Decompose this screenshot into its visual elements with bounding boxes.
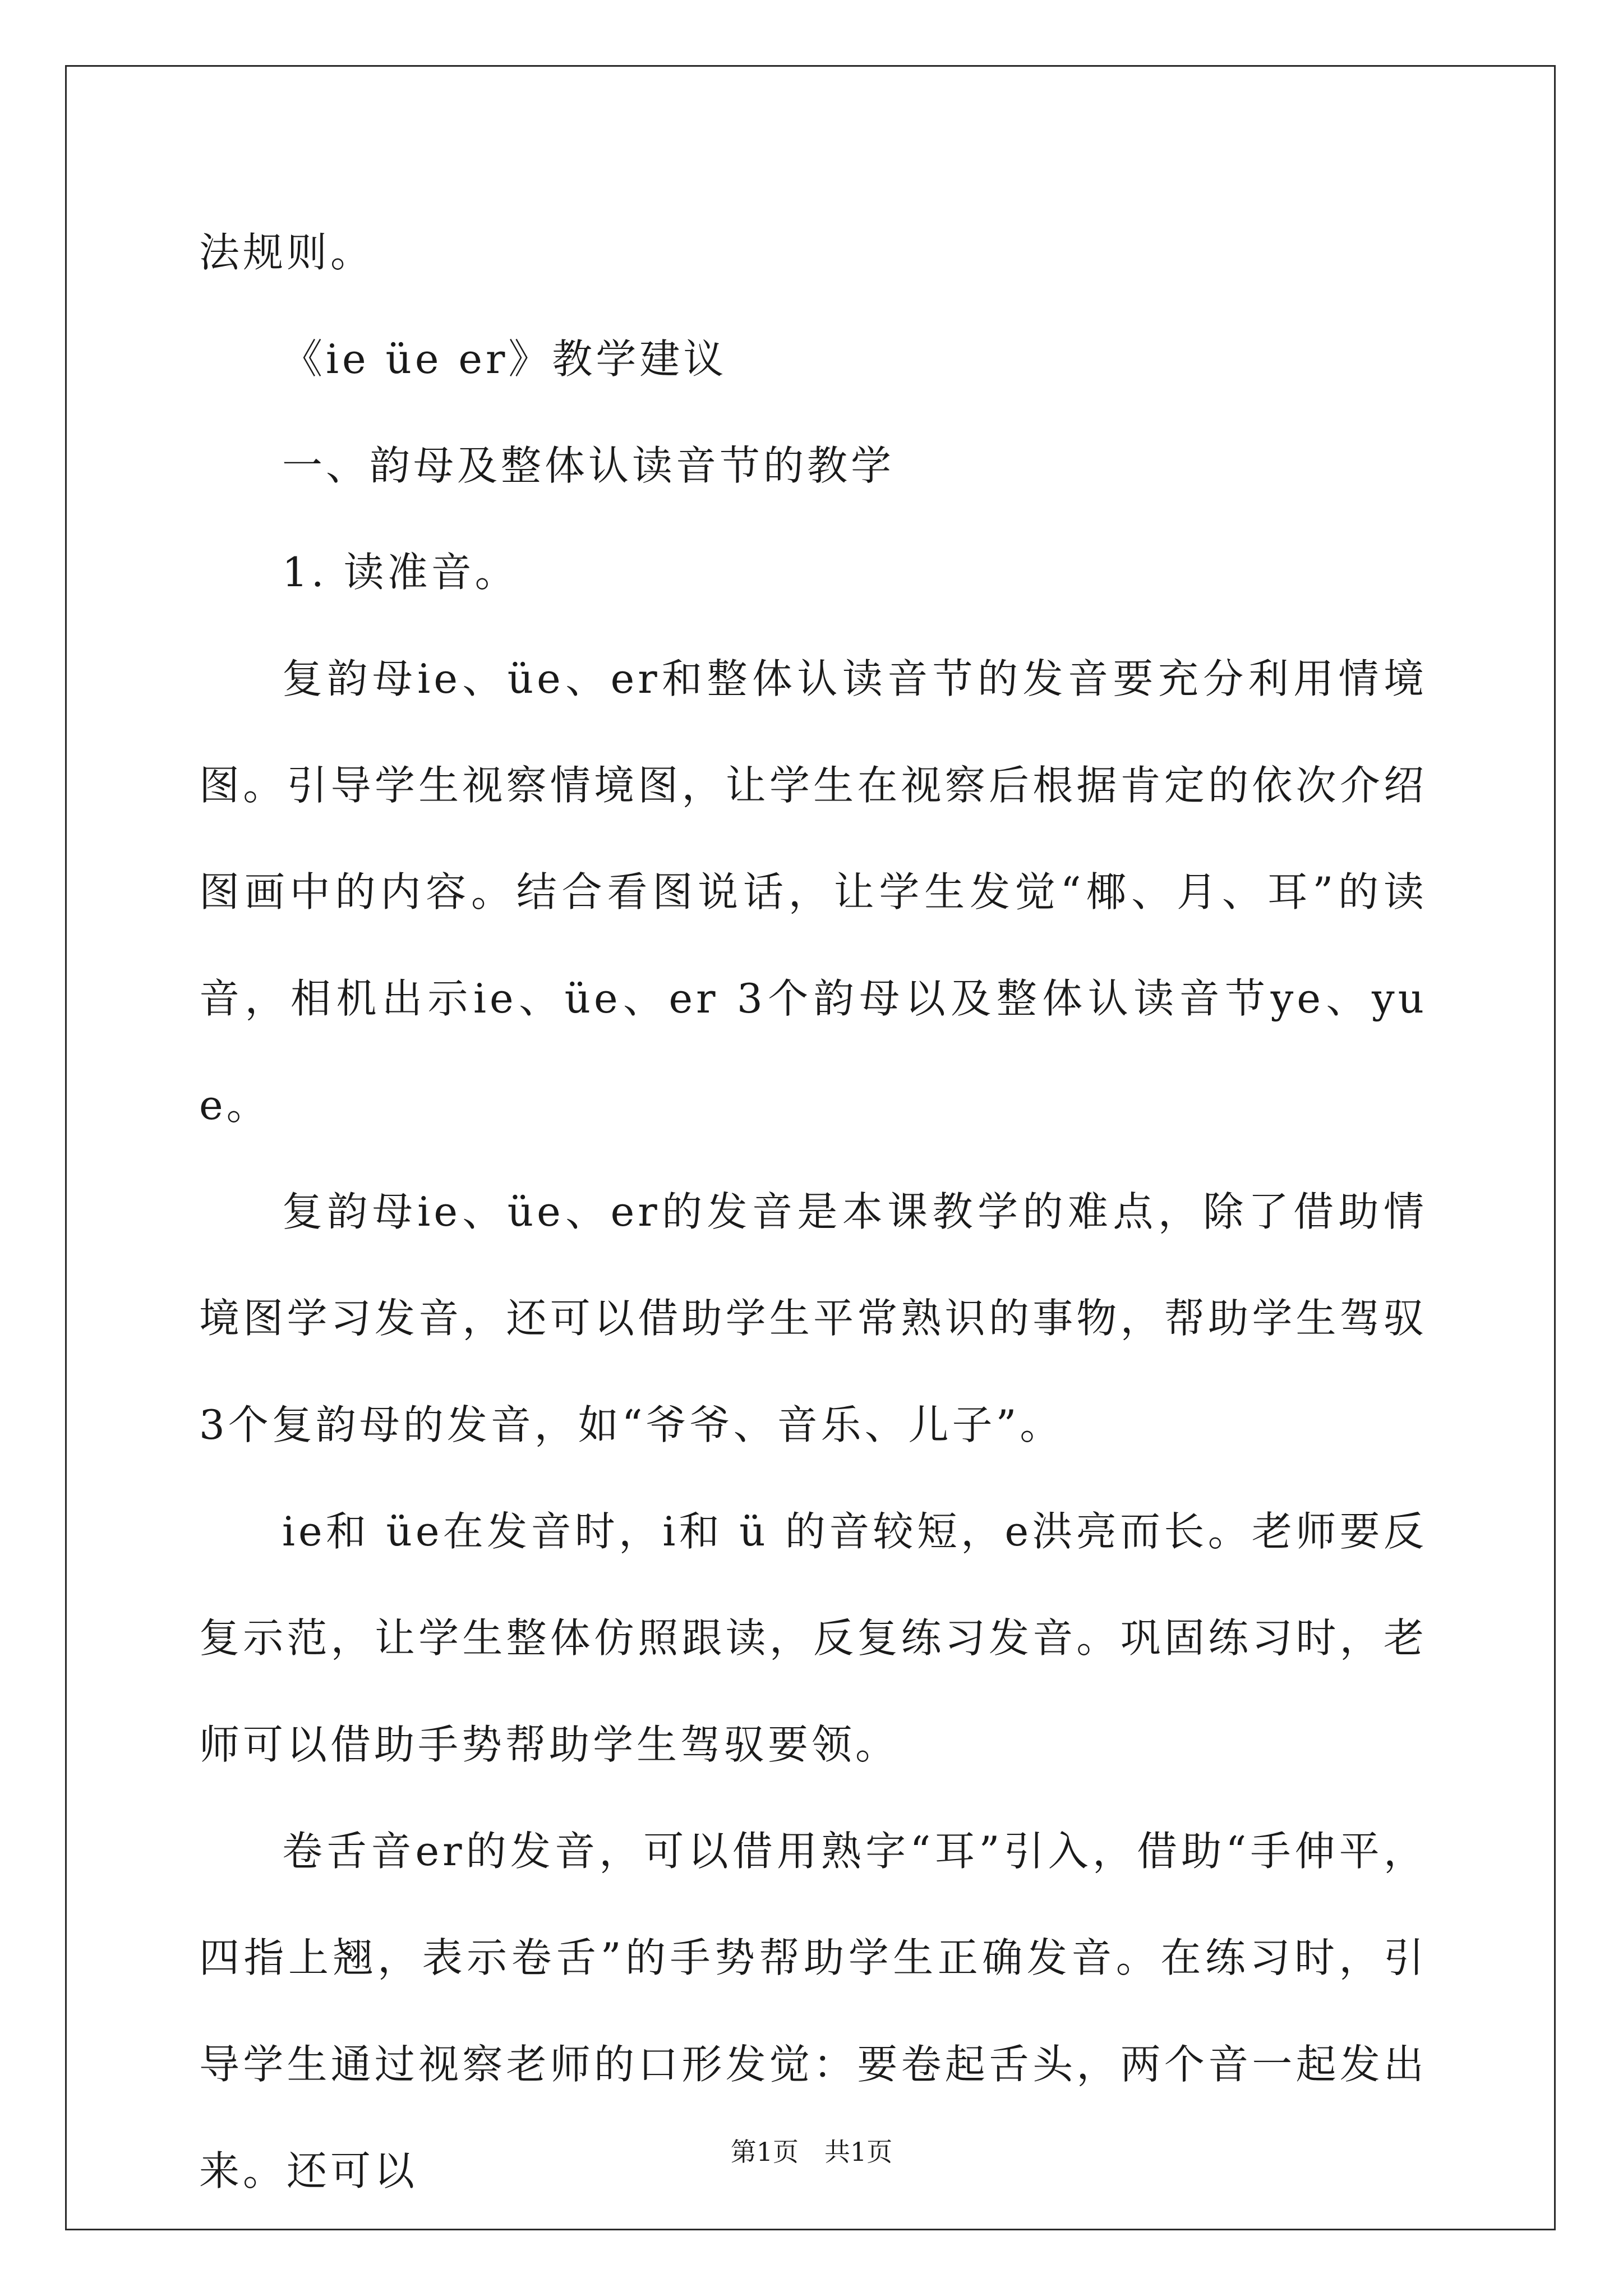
paragraph-6: 复韵母ie、üe、er的发音是本课教学的难点，除了借助情境图学习发音，还可以借助学生平常熟识的事物，帮助学生驾驭3个复韵母的发音，如“爷爷、音乐、儿子”。 — [199, 1188, 1427, 1448]
paragraph-8: 卷舌音er的发音，可以借用熟字“耳”引入，借助“手伸平，四指上翘，表示卷舌”的手势帮助学生正确发音。在练习时，引导学生通过视察老师的口形发觉：要卷起舌头，两个音一起发出来。还可以 — [199, 1828, 1427, 2194]
page-footer: 第1页 共1页 — [730, 2137, 893, 2167]
paragraph-4: 1. 读准音。 — [282, 549, 519, 596]
document-body — [199, 199, 1427, 2224]
paragraph-5: 复韵母ie、üe、er和整体认读音节的发音要充分利用情境图。引导学生视察情境图，让学生在视察后根据肯定的依次介绍图画中的内容。结合看图说话，让学生发觉“椰、月、耳”的读音，相机出示ie、üe、er 3个韵母以及整体认读音节ye、yue。 — [199, 655, 1427, 1129]
paragraph-3: 一、韵母及整体认读音节的教学 — [282, 442, 895, 489]
paragraph-7: ie和 üe在发音时，i和 ü 的音较短，e洪亮而长。老师要反复示范，让学生整体仿照跟读，反复练习发音。巩固练习时，老师可以借助手势帮助学生驾驭要领。 — [199, 1508, 1427, 1768]
paragraph-1: 法规则。 — [199, 229, 375, 276]
paragraph-2: 《ie üe er》教学建议 — [282, 335, 727, 383]
